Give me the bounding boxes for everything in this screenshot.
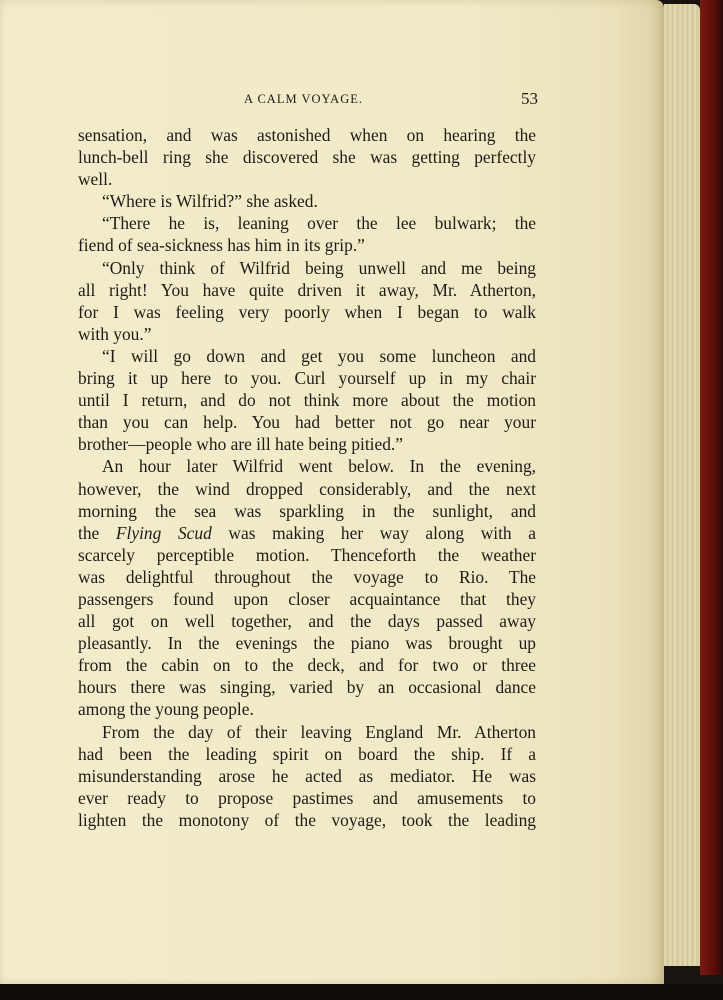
text-line: passengers found upon closer acquaintance that they xyxy=(78,588,536,609)
running-title: A CALM VOYAGE. xyxy=(244,92,363,106)
text-line: brother—people who are ill hate being pitied.” xyxy=(78,434,403,455)
text-line: ever ready to propose pastimes and amusements to xyxy=(78,787,536,808)
scan-bottom-edge xyxy=(0,984,723,1000)
text-line: bring it up here to you. Curl yourself up in my chair xyxy=(78,368,536,389)
text-segment: the xyxy=(78,522,116,543)
text-line xyxy=(78,522,536,544)
text-line: “There he is, leaning over the lee bulwark; the xyxy=(102,213,536,234)
text-line: all got on well together, and the days passed away xyxy=(78,611,536,632)
text-line: lighten the monotony of the voyage, took the leading xyxy=(78,809,536,830)
text-line: “Where is Wilfrid?” she asked. xyxy=(102,191,318,212)
text-line: however, the wind dropped considerably, and the next xyxy=(78,478,536,499)
page-block-edges xyxy=(664,4,700,966)
text-line: fiend of sea-sickness has him in its grip.” xyxy=(78,235,365,256)
text-line: sensation, and was astonished when on hearing the xyxy=(78,125,536,145)
text-line: had been the leading spirit on board the ship. If a xyxy=(78,743,536,764)
book-cover-edge xyxy=(700,0,723,975)
text-line: “Only think of Wilfrid being unwell and me being xyxy=(102,257,536,278)
text-line: among the young people. xyxy=(78,699,254,720)
text-line: hours there was singing, varied by an occasional dance xyxy=(78,677,536,698)
text-line: An hour later Wilfrid went below. In the evening, xyxy=(102,456,536,477)
text-line: From the day of their leaving England Mr. Atherton xyxy=(102,721,536,742)
page-number: 53 xyxy=(521,89,538,108)
text-line: misunderstanding arose he acted as mediator. He was xyxy=(78,765,536,786)
text-line: scarcely perceptible motion. Thenceforth the weather xyxy=(78,544,536,565)
ship-name-italic: Flying Scud xyxy=(115,522,212,543)
page-header xyxy=(78,89,538,112)
text-line: “I will go down and get you some luncheon and xyxy=(102,345,536,366)
text-line: morning the sea was sparkling in the sunlight, and xyxy=(78,500,536,521)
text-line: with you.” xyxy=(78,323,152,344)
text-line: was delightful throughout the voyage to Rio. The xyxy=(78,566,536,587)
text-line: lunch-bell ring she discovered she was getting perfectly xyxy=(78,147,536,168)
page-body-text xyxy=(78,124,536,831)
text-line: than you can help. You had better not go near your xyxy=(78,412,536,433)
text-line: for I was feeling very poorly when I began to walk xyxy=(78,301,536,322)
text-line: well. xyxy=(78,169,113,190)
text-line: all right! You have quite driven it away, Mr. Atherton, xyxy=(78,279,536,300)
text-line: pleasantly. In the evenings the piano was brought up xyxy=(78,633,536,654)
text-line: until I return, and do not think more about the motion xyxy=(78,390,536,411)
text-line: from the cabin on to the deck, and for two or three xyxy=(78,655,536,676)
text-segment: was making her way along with a xyxy=(211,522,536,543)
